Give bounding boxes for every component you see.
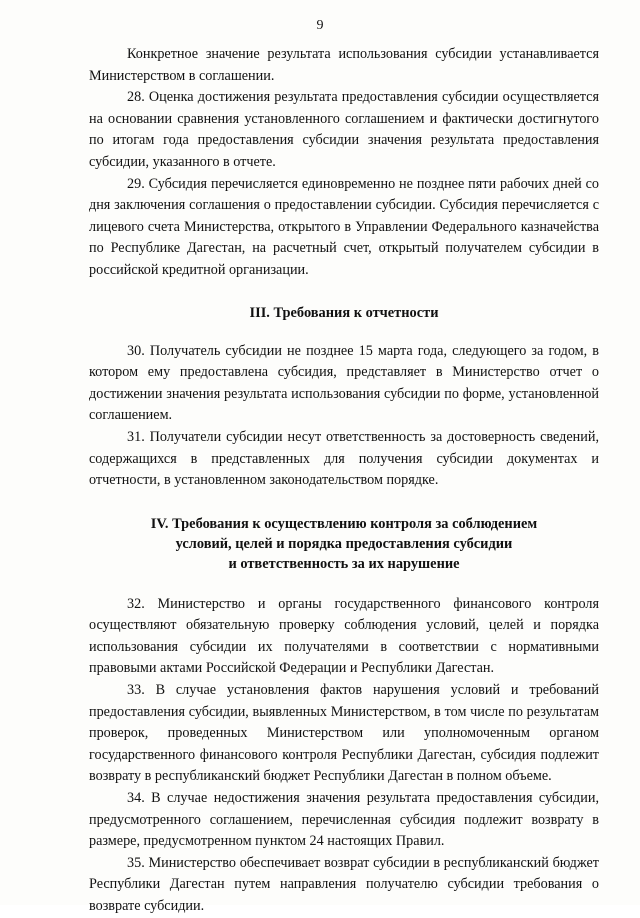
section-4-heading	[89, 514, 599, 574]
paragraph-28: 28. Оценка достижения результата предоставления субсидии осуществляется на основании сравнения установленного соглашением и фактически достигнутого по итогам года предоставления субсидии значения результата предоставления субсидии, указанного в отчете.	[89, 89, 599, 170]
paragraph-31: 31. Получатели субсидии несут ответственность за достоверность сведений, содержащихся в представленных для получения субсидии документах и отчетности, в установленном законодательством порядке.	[89, 428, 599, 489]
section-4-heading-block	[89, 514, 599, 574]
paragraph-result-value: Конкретное значение результата использования субсидии устанавливается Министерством в соглашении.	[89, 46, 599, 84]
paragraph-34: 34. В случае недостижения значения результата предоставления субсидии, предусмотренного соглашением, перечисленная субсидия подлежит возврату в размере, предусмотренном пунктом 24 настоящих Правил.	[89, 790, 599, 850]
section-4-heading-line-2: условий, целей и порядка предоставления субсидии	[175, 535, 513, 552]
paragraph-30: 30. Получатель субсидии не позднее 15 марта года, следующего за годом, в котором ему предоставлена субсидия, представляет в Министерство отчет о достижении значения результата использования субсидии по форме, установленной соглашением.	[89, 342, 599, 424]
paragraph-29: 29. Субсидия перечисляется единовременно не позднее пяти рабочих дней со дня заключения соглашения о предоставлении субсидии. Субсидия перечисляется с лицевого счета Министерства, открытого в Управлении Федерального казначейства по Республике Дагестан, на расчетный счет, открытый получателем субсидии в российской кредитной организации.	[89, 175, 599, 278]
section-4-heading-line-1: IV. Требования к осуществлению контроля за соблюдением	[150, 515, 538, 532]
section-4-heading-line-3: и ответственность за их нарушение	[228, 555, 460, 572]
paragraph-35: 35. Министерство обеспечивает возврат субсидии в республиканский бюджет Республики Дагестан путем направления получателю субсидии требования о возврате субсидии.	[89, 854, 599, 914]
paragraph-33: 33. В случае установления фактов нарушения условий и требований предоставления субсидии, выявленных Министерством, в том числе по результатам проверок, проведенных Министерством или уполномоченным органом государственного финансового контроля Республики Дагестан, субсидия подлежит возврату в республиканский бюджет Республики Дагестан в полном объеме.	[89, 682, 599, 785]
paragraph-32: 32. Министерство и органы государственного финансового контроля осуществляют обязательную проверку соблюдения условий, целей и порядка использования субсидии их получателями в соответствии с нормативными правовыми актами Российской Федерации и Республики Дагестан.	[89, 595, 599, 677]
document-body	[89, 44, 599, 918]
section-3-heading-block	[89, 303, 599, 323]
section-3-heading: III. Требования к отчетности	[249, 304, 439, 321]
page-number: 9	[316, 18, 324, 33]
